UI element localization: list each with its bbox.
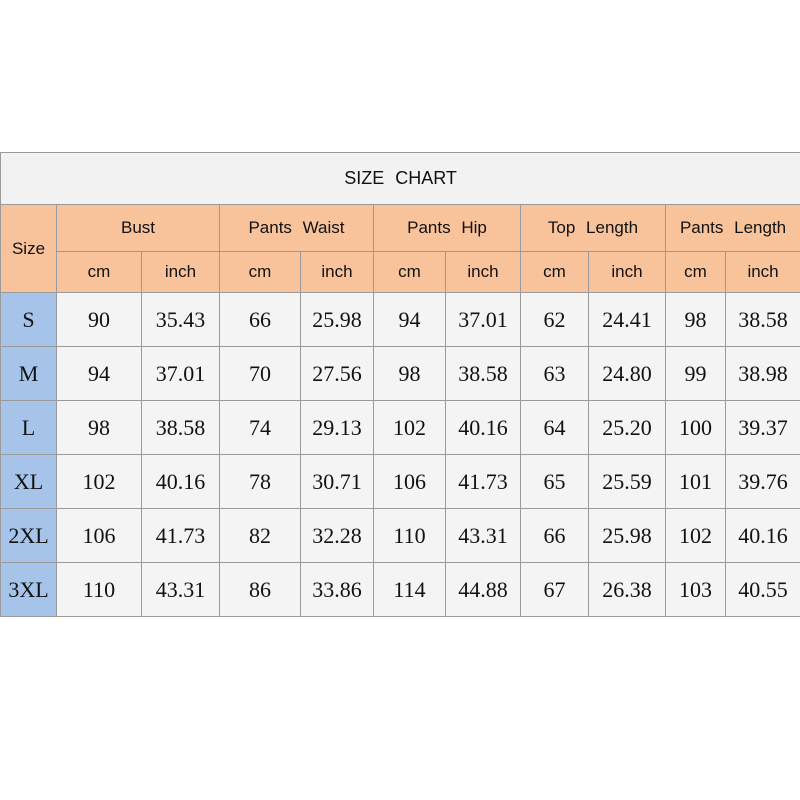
- measurement-cell: 38.58: [446, 347, 521, 401]
- measurement-cell: 110: [374, 509, 446, 563]
- measurement-cell: 98: [57, 401, 142, 455]
- measurement-cell: 99: [666, 347, 726, 401]
- measurement-cell: 66: [521, 509, 589, 563]
- size-label: 3XL: [1, 563, 57, 617]
- measurement-cell: 44.88: [446, 563, 521, 617]
- measurement-cell: 106: [374, 455, 446, 509]
- measurement-cell: 62: [521, 293, 589, 347]
- measurement-cell: 103: [666, 563, 726, 617]
- unit-header: inch: [589, 252, 666, 293]
- measurement-cell: 43.31: [142, 563, 220, 617]
- unit-header: inch: [301, 252, 374, 293]
- unit-header: inch: [142, 252, 220, 293]
- measurement-cell: 38.98: [726, 347, 800, 401]
- size-column-header: Size: [1, 205, 57, 293]
- size-chart-table: [0, 152, 800, 617]
- measurement-cell: 90: [57, 293, 142, 347]
- size-label: L: [1, 401, 57, 455]
- measurement-cell: 38.58: [142, 401, 220, 455]
- measurement-cell: 94: [374, 293, 446, 347]
- chart-title: SIZE CHART: [1, 153, 800, 205]
- measurement-cell: 98: [374, 347, 446, 401]
- measurement-cell: 78: [220, 455, 301, 509]
- size-label: 2XL: [1, 509, 57, 563]
- measurement-cell: 37.01: [142, 347, 220, 401]
- measurement-cell: 101: [666, 455, 726, 509]
- measurement-cell: 40.55: [726, 563, 800, 617]
- measurement-cell: 41.73: [142, 509, 220, 563]
- measurement-cell: 86: [220, 563, 301, 617]
- measurement-cell: 110: [57, 563, 142, 617]
- measurement-cell: 35.43: [142, 293, 220, 347]
- measurement-cell: 40.16: [446, 401, 521, 455]
- measurement-cell: 65: [521, 455, 589, 509]
- group-header-pants-length: Pants Length: [666, 205, 800, 252]
- measurement-cell: 27.56: [301, 347, 374, 401]
- measurement-cell: 29.13: [301, 401, 374, 455]
- measurement-cell: 26.38: [589, 563, 666, 617]
- table-row: [1, 563, 800, 617]
- group-header-bust: Bust: [57, 205, 220, 252]
- measurement-cell: 32.28: [301, 509, 374, 563]
- unit-header: cm: [220, 252, 301, 293]
- measurement-cell: 102: [666, 509, 726, 563]
- measurement-cell: 33.86: [301, 563, 374, 617]
- group-header-top-length: Top Length: [521, 205, 666, 252]
- measurement-cell: 25.20: [589, 401, 666, 455]
- measurement-cell: 41.73: [446, 455, 521, 509]
- unit-header: cm: [666, 252, 726, 293]
- group-header-pants-waist: Pants Waist: [220, 205, 374, 252]
- measurement-cell: 24.80: [589, 347, 666, 401]
- measurement-cell: 25.59: [589, 455, 666, 509]
- unit-header: cm: [57, 252, 142, 293]
- measurement-cell: 63: [521, 347, 589, 401]
- size-chart: [0, 152, 800, 617]
- measurement-cell: 67: [521, 563, 589, 617]
- group-header-pants-hip: Pants Hip: [374, 205, 521, 252]
- measurement-cell: 40.16: [142, 455, 220, 509]
- unit-header: inch: [726, 252, 800, 293]
- measurement-cell: 70: [220, 347, 301, 401]
- measurement-cell: 102: [57, 455, 142, 509]
- measurement-cell: 98: [666, 293, 726, 347]
- measurement-cell: 106: [57, 509, 142, 563]
- size-label: XL: [1, 455, 57, 509]
- size-label: S: [1, 293, 57, 347]
- measurement-cell: 66: [220, 293, 301, 347]
- table-row: [1, 401, 800, 455]
- measurement-cell: 39.76: [726, 455, 800, 509]
- table-row: [1, 455, 800, 509]
- measurement-cell: 94: [57, 347, 142, 401]
- unit-header: cm: [521, 252, 589, 293]
- measurement-cell: 39.37: [726, 401, 800, 455]
- measurement-cell: 74: [220, 401, 301, 455]
- measurement-cell: 30.71: [301, 455, 374, 509]
- table-row: [1, 347, 800, 401]
- measurement-cell: 37.01: [446, 293, 521, 347]
- unit-header: cm: [374, 252, 446, 293]
- measurement-cell: 25.98: [589, 509, 666, 563]
- measurement-cell: 38.58: [726, 293, 800, 347]
- measurement-cell: 43.31: [446, 509, 521, 563]
- size-label: M: [1, 347, 57, 401]
- table-row: [1, 293, 800, 347]
- measurement-cell: 100: [666, 401, 726, 455]
- measurement-cell: 114: [374, 563, 446, 617]
- measurement-cell: 64: [521, 401, 589, 455]
- measurement-cell: 25.98: [301, 293, 374, 347]
- measurement-cell: 82: [220, 509, 301, 563]
- unit-header: inch: [446, 252, 521, 293]
- measurement-cell: 40.16: [726, 509, 800, 563]
- table-row: [1, 509, 800, 563]
- measurement-cell: 102: [374, 401, 446, 455]
- measurement-cell: 24.41: [589, 293, 666, 347]
